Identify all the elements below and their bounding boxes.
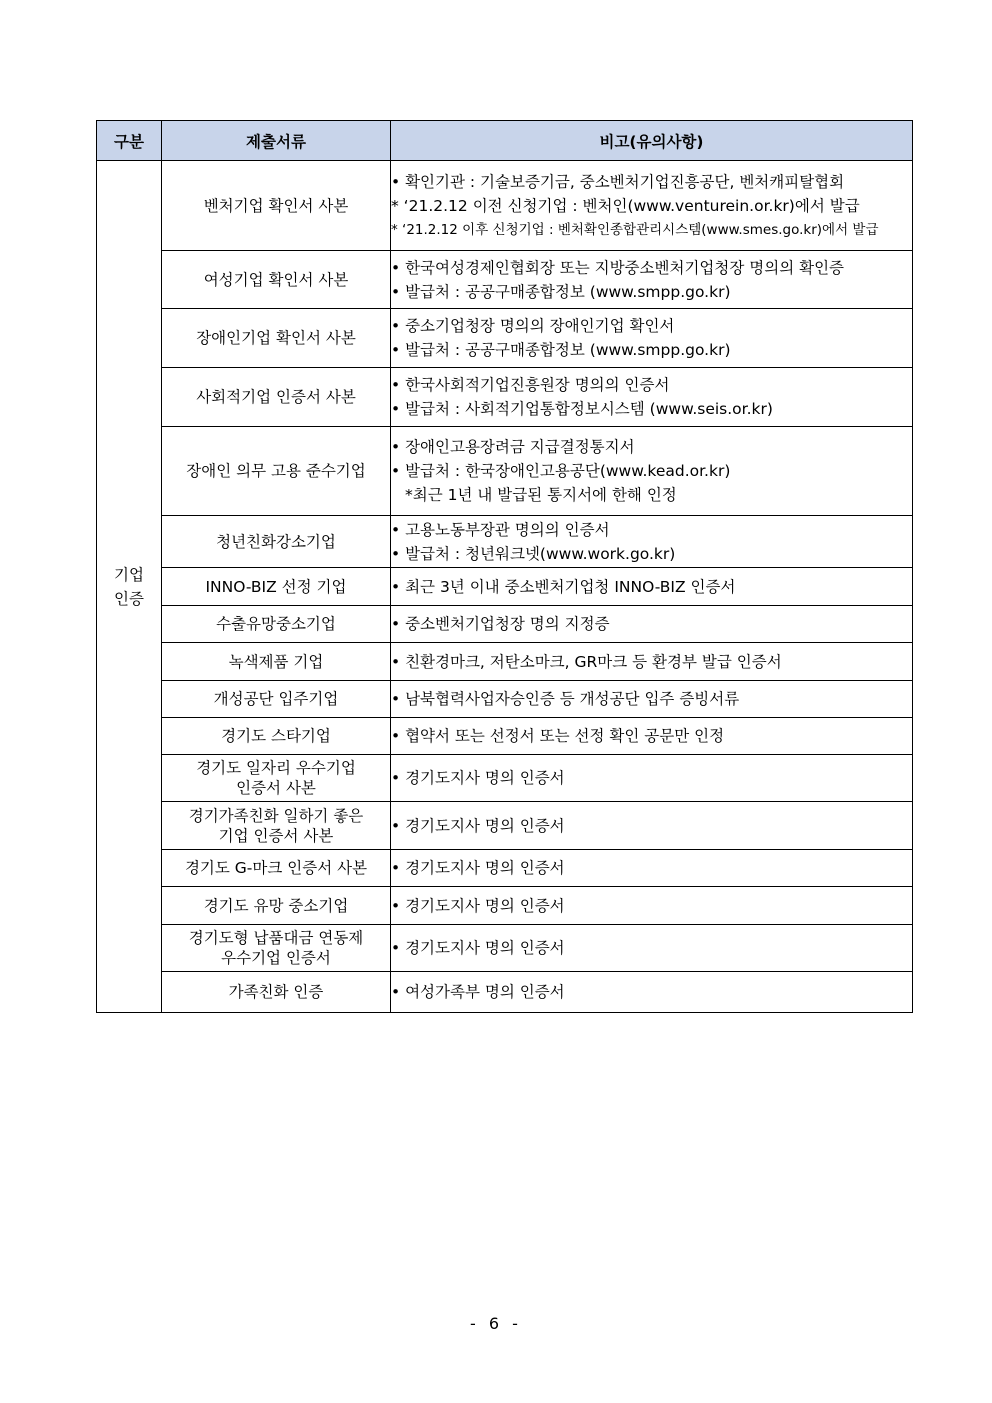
document-name-cell: [162, 643, 391, 681]
note-line: • 친환경마크, 저탄소마크, GR마크 등 환경부 발급 인증서: [391, 652, 782, 671]
document-name-line: 경기도 G-마크 인증서 사본: [184, 859, 368, 877]
header-document: 제출서류: [162, 121, 391, 161]
notes-cell: [391, 925, 913, 972]
note-line: • 한국사회적기업진흥원장 명의의 인증서: [391, 376, 670, 394]
document-name-cell: [162, 850, 391, 887]
note-line: • 경기도지사 명의 인증서: [391, 939, 565, 957]
note-line: • 중소벤처기업청장 명의 지정증: [391, 615, 610, 633]
table-header-row: [97, 121, 913, 161]
notes-cell: [391, 516, 913, 568]
note-line: • 경기도지사 명의 인증서: [391, 859, 565, 877]
note-line: • 경기도지사 명의 인증서: [391, 769, 565, 787]
document-name-cell: [162, 887, 391, 925]
table-row: [97, 972, 913, 1013]
notes-cell: [391, 850, 913, 887]
note-line: • 발급처 : 사회적기업통합정보시스템 (www.seis.or.kr): [391, 400, 773, 418]
table-row: [97, 568, 913, 606]
notes-cell: [391, 718, 913, 755]
document-name-cell: [162, 802, 391, 850]
notes-cell: [391, 251, 913, 309]
note-line: • 발급처 : 공공구매종합정보 (www.smpp.go.kr): [391, 341, 731, 359]
table-row: [97, 309, 913, 368]
document-name-cell: [162, 681, 391, 718]
table-row: [97, 251, 913, 309]
category-cell: [97, 161, 162, 1013]
document-name-line: 수출유망중소기업: [216, 615, 336, 633]
notes-cell: [391, 643, 913, 681]
document-name-cell: [162, 516, 391, 568]
table-row: [97, 161, 913, 251]
notes-cell: [391, 427, 913, 516]
document-name-cell: [162, 568, 391, 606]
document-name-cell: [162, 606, 391, 643]
notes-cell: [391, 681, 913, 718]
notes-cell: [391, 972, 913, 1013]
table-row: [97, 850, 913, 887]
notes-cell: [391, 802, 913, 850]
notes-cell: [391, 309, 913, 368]
note-line: • 중소기업청장 명의의 장애인기업 확인서: [391, 317, 675, 335]
document-name-line: 사회적기업 인증서 사본: [196, 388, 356, 406]
header-notes: 비고(유의사항): [391, 121, 913, 161]
notes-cell: [391, 368, 913, 427]
document-name-line: 경기도 일자리 우수기업: [196, 759, 356, 777]
document-name-cell: [162, 251, 391, 309]
table-row: [97, 681, 913, 718]
note-line: • 남북협력사업자승인증 등 개성공단 입주 증빙서류: [391, 690, 740, 708]
note-line: • 발급처 : 한국장애인고용공단(www.kead.or.kr): [391, 462, 731, 480]
document-name-line: 장애인기업 확인서 사본: [196, 329, 356, 347]
document-name-line: 청년친화강소기업: [216, 532, 336, 551]
document-name-line: 경기도 유망 중소기업: [203, 896, 349, 915]
notes-cell: [391, 755, 913, 802]
document-name-cell: [162, 925, 391, 972]
table-row: [97, 606, 913, 643]
note-line: • 여성가족부 명의 인증서: [391, 983, 565, 1001]
note-line: • 한국여성경제인협회장 또는 지방중소벤처기업청장 명의의 확인증: [391, 258, 845, 277]
note-line: * ‘21.2.12 이후 신청기업 : 벤처확인종합관리시스템(www.smes.go.kr)에서 발급: [391, 221, 879, 238]
document-name-cell: [162, 368, 391, 427]
note-line: • 장애인고용장려금 지급결정통지서: [391, 438, 635, 456]
note-line: • 고용노동부장관 명의의 인증서: [391, 520, 610, 539]
table-row: [97, 755, 913, 802]
table-row: [97, 718, 913, 755]
document-name-line: 우수기업 인증서: [221, 949, 331, 967]
document-name-line: 벤처기업 확인서 사본: [203, 196, 349, 215]
notes-cell: [391, 887, 913, 925]
document-name-line: 개성공단 입주기업: [213, 690, 339, 708]
table-row: [97, 887, 913, 925]
note-line: • 협약서 또는 선정서 또는 선정 확인 공문만 인정: [391, 727, 725, 745]
document-name-line: 경기가족친화 일하기 좋은: [188, 806, 364, 825]
note-line: • 경기도지사 명의 인증서: [391, 896, 565, 915]
notes-cell: [391, 606, 913, 643]
page-number: - 6 -: [470, 1314, 522, 1333]
notes-cell: [391, 568, 913, 606]
document-name-cell: [162, 718, 391, 755]
note-line: *최근 1년 내 발급된 통지서에 한해 인정: [405, 486, 677, 504]
document-name-cell: [162, 755, 391, 802]
document-name-cell: [162, 309, 391, 368]
document-name-line: 인증서 사본: [236, 779, 316, 797]
note-line: • 경기도지사 명의 인증서: [391, 816, 565, 835]
table-row: [97, 802, 913, 850]
document-name-line: 경기도 스타기업: [221, 727, 331, 745]
note-line: * ‘21.2.12 이전 신청기업 : 벤처인(www.venturein.or.kr)에서 발급: [391, 196, 860, 215]
document-name-line: 여성기업 확인서 사본: [203, 270, 349, 289]
table-row: [97, 516, 913, 568]
note-line: • 최근 3년 이내 중소벤처기업청 INNO-BIZ 인증서: [391, 577, 736, 596]
document-name-line: 가족친화 인증: [228, 983, 324, 1001]
table-body: [97, 161, 913, 1013]
table-row: [97, 643, 913, 681]
notes-cell: [391, 161, 913, 251]
table-row: [97, 368, 913, 427]
note-line: • 발급처 : 청년워크넷(www.work.go.kr): [391, 544, 676, 563]
note-line: • 발급처 : 공공구매종합정보 (www.smpp.go.kr): [391, 282, 731, 301]
category-label-line: 인증: [114, 589, 144, 608]
document-name-line: 녹색제품 기업: [228, 652, 324, 671]
document-table: [96, 120, 913, 1013]
table-row: [97, 925, 913, 972]
document-name-line: 장애인 의무 고용 준수기업: [186, 462, 366, 480]
document-name-cell: [162, 161, 391, 251]
category-label-line: 기업: [114, 565, 144, 584]
document-name-cell: [162, 972, 391, 1013]
document-name-cell: [162, 427, 391, 516]
note-line: • 확인기관 : 기술보증기금, 중소벤처기업진흥공단, 벤처캐피탈협회: [391, 172, 845, 191]
document-name-line: 경기도형 납품대금 연동제: [188, 929, 364, 947]
table-row: [97, 427, 913, 516]
document-name-line: 기업 인증서 사본: [218, 826, 334, 845]
document-name-line: INNO-BIZ 선정 기업: [205, 577, 347, 596]
header-category: 구분: [97, 121, 162, 161]
